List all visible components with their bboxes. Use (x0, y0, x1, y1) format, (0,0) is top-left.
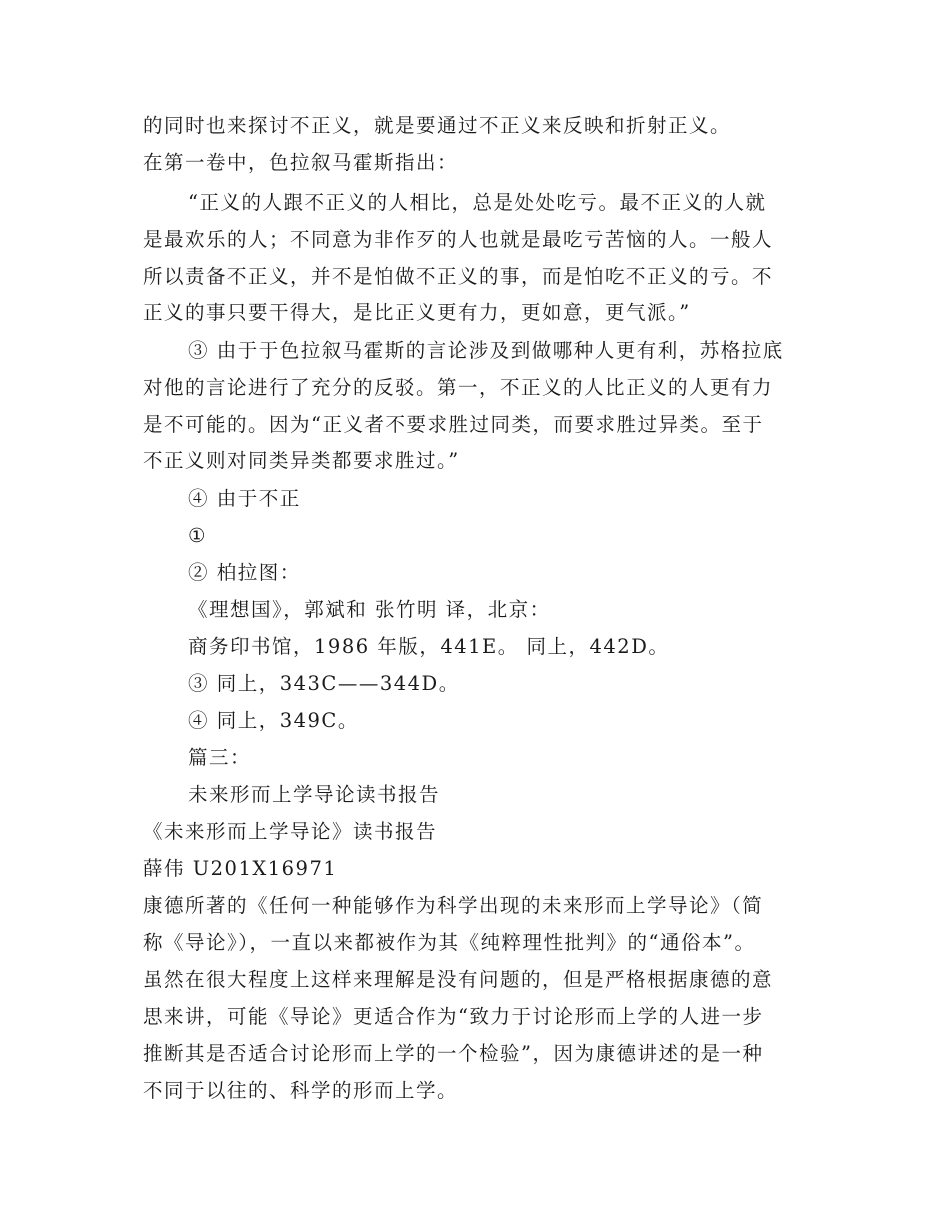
text-line: 思来讲，可能《导论》更适合作为“致力于讨论形而上学的人进一步 (143, 1005, 764, 1028)
text-line: 是不可能的。因为“正义者不要求胜过同类，而要求胜过异类。至于 (143, 413, 764, 436)
text-line: 不同于以往的、科学的形而上学。 (143, 1079, 459, 1102)
footnote-line: 《理想国》，郭斌和 张竹明 译，北京： (188, 598, 551, 621)
footnote-line: ② 柏拉图： (188, 561, 301, 584)
text-line: ④ 由于不正 (188, 487, 301, 510)
quote-line: 所以责备不正义，并不是怕做不正义的事，而是怕吃不正义的亏。不 (143, 265, 774, 288)
quote-line: “正义的人跟不正义的人相比，总是处处吃亏。最不正义的人就 (188, 191, 767, 214)
text-line: ③ 由于于色拉叙马霍斯的言论涉及到做哪种人更有利，苏格拉底 (188, 339, 784, 362)
report-title: 《未来形而上学导论》读书报告 (143, 820, 438, 843)
footnote-line: 商务印书馆，1986 年版，441E。 同上，442D。 (188, 635, 670, 658)
section-heading: 未来形而上学导论读书报告 (188, 783, 441, 806)
quote-line: 正义的事只要干得大，是比正义更有力，更如意，更气派。” (143, 301, 691, 324)
footnote-line: ④ 同上，349C。 (188, 709, 359, 732)
text-line: 推断其是否适合讨论形而上学的一个检验”，因为康德讲述的是一种 (143, 1042, 764, 1065)
text-line: 康德所著的《任何一种能够作为科学出现的未来形而上学导论》（简 (143, 894, 764, 917)
text-line: 的同时也来探讨不正义，就是要通过不正义来反映和折射正义。 (143, 114, 732, 137)
author-line: 薛伟 U201X16971 (143, 857, 338, 880)
text-line: 在第一卷中，色拉叙马霍斯指出： (143, 151, 459, 174)
quote-line: 是最欢乐的人；不同意为非作歹的人也就是最吃亏苦恼的人。一般人 (143, 228, 774, 251)
text-line: 对他的言论进行了充分的反驳。第一，不正义的人比正义的人更有力 (143, 376, 774, 399)
text-line: 不正义则对同类异类都要求胜过。” (143, 449, 460, 472)
text-line: 称《导论》），一直以来都被作为其《纯粹理性批判》的“通俗本”。 (143, 931, 756, 954)
footnote-line: ① (188, 524, 207, 547)
text-line: 虽然在很大程度上这样来理解是没有问题的，但是严格根据康德的意 (143, 968, 774, 991)
section-heading: 篇三： (188, 746, 252, 769)
footnote-line: ③ 同上，343C——344D。 (188, 672, 460, 695)
